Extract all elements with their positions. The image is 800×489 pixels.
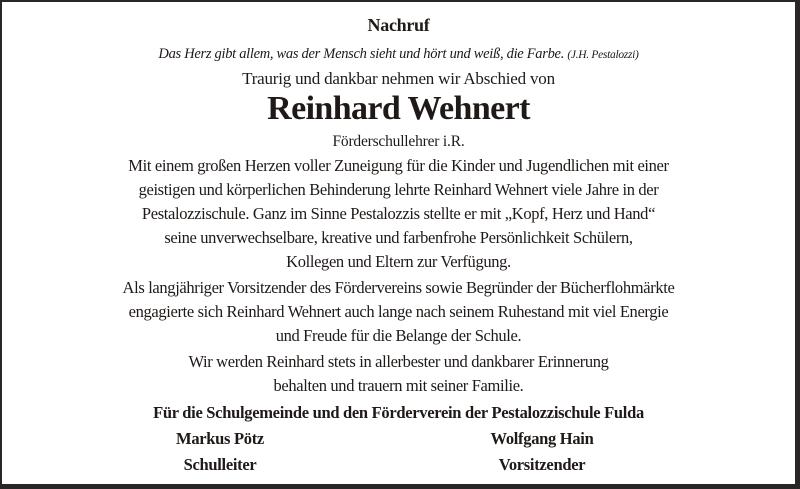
signatory-2-title: Vorsitzender [498,455,586,474]
paragraph-1-line-2: geistigen und körperlichen Behinderung lehrte Reinhard Wehnert viele Jahre in der [138,180,659,199]
paragraph-2-line-3: und Freude für die Belange der Schule. [275,326,522,345]
signatory-2-name: Wolfgang Hain [490,429,594,448]
paragraph-1-line-1: Mit einem großen Herzen voller Zuneigung für die Kinder und Jugendlichen mit einer [128,156,669,175]
deceased-name: Reinhard Wehnert [267,90,530,127]
signatory-1-name: Markus Pötz [176,429,264,448]
paragraph-3-line-2: behalten und trauern mit seiner Familie. [273,376,524,395]
paragraph-2-line-1: Als langjähriger Vorsitzender des Fördervereins sowie Begründer der Bücherflohmärkte [122,278,675,297]
paragraph-1-line-3: Pestalozzischule. Ganz im Sinne Pestalozzis stellte er mit „Kopf, Herz und Hand“ [141,204,656,223]
intro-line: Traurig und dankbar nehmen wir Abschied von [242,69,555,88]
signatory-1-title: Schulleiter [183,455,257,474]
deceased-role: Förderschullehrer i.R. [332,133,465,150]
quote-attribution: (J.H. Pestalozzi) [567,49,639,61]
quote-text: Das Herz gibt allem, was der Mensch sieht und hört und weiß, die Farbe. [158,46,565,62]
notice-title: Nachruf [367,15,430,35]
paragraph-2-line-2: engagierte sich Reinhard Wehnert auch lange nach seinem Ruhestand mit viel Energie [128,302,669,321]
epigraph-quote [2,46,795,63]
paragraph-1-line-5: Kollegen und Eltern zur Verfügung. [286,252,511,271]
signoff-line: Für die Schulgemeinde und den Förderverein der Pestalozzischule Fulda [153,403,644,422]
paragraph-1-line-4: seine unverwechselbare, kreative und farbenfrohe Persönlichkeit Schülern, [164,228,633,247]
paragraph-3-line-1: Wir werden Reinhard stets in allerbester und dankbarer Erinnerung [188,352,609,371]
